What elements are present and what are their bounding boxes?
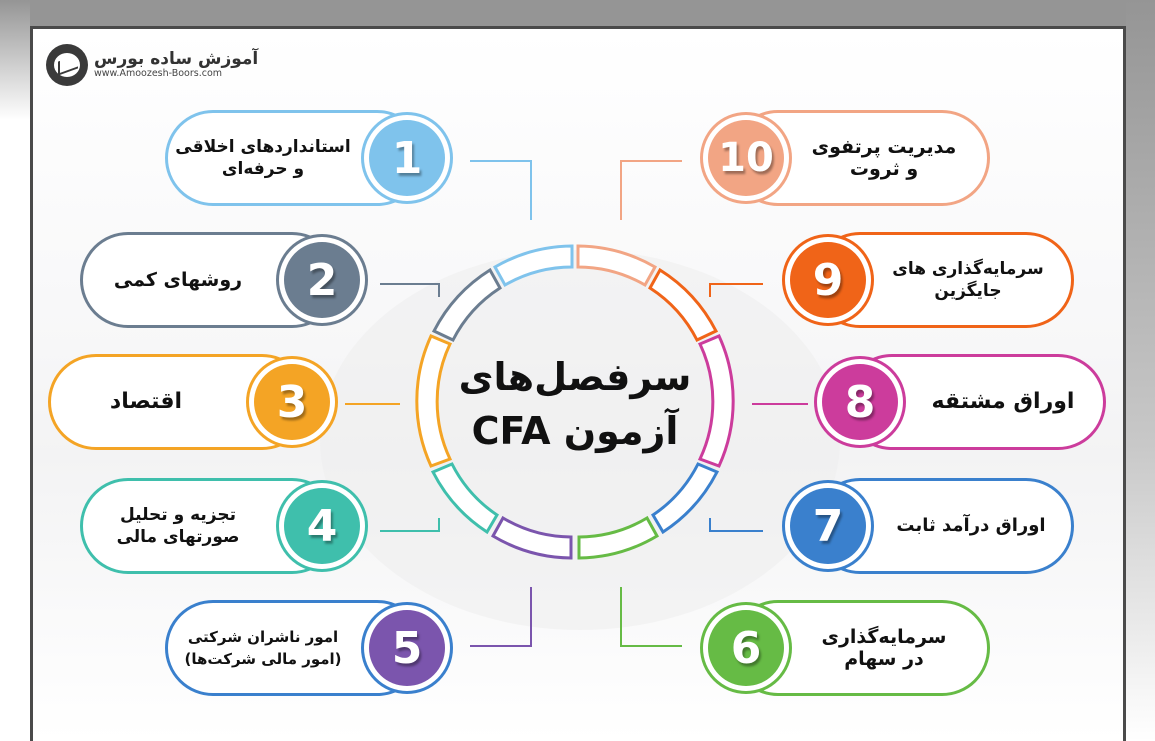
- number-badge-6: 6: [708, 610, 784, 686]
- topic-label-5: امور ناشران شرکتی (امور مالی شرکت‌ها): [184, 628, 342, 668]
- ring-segment-8: [700, 336, 733, 466]
- number-badge-7: 7: [790, 488, 866, 564]
- topic-card-4[interactable]: [80, 478, 370, 574]
- topic-card-1[interactable]: [165, 110, 455, 206]
- brand-logo[interactable]: [46, 44, 258, 86]
- topic-card-8[interactable]: [814, 354, 1106, 450]
- ring-segment-1: [495, 246, 572, 285]
- number-badge-3: 3: [254, 364, 330, 440]
- connector-1: [470, 160, 532, 220]
- outer-frame-right: [1126, 0, 1155, 741]
- number-badge-9: 9: [790, 242, 866, 318]
- number-badge-10: 10: [708, 120, 784, 196]
- connector-5: [470, 587, 532, 647]
- connector-9: [709, 283, 763, 297]
- ring-segment-3: [417, 336, 450, 466]
- topic-label-7: اوراق درآمد ثابت: [896, 515, 1046, 536]
- outer-frame-top: [0, 0, 1155, 26]
- ring-segment-10: [578, 246, 655, 285]
- brand-name: آموزش ساده بورس: [94, 49, 259, 69]
- topic-card-2[interactable]: [80, 232, 370, 328]
- connector-7: [709, 518, 763, 532]
- outer-frame-left: [0, 0, 30, 120]
- number-badge-5: 5: [369, 610, 445, 686]
- diagram-title: [455, 350, 695, 458]
- topic-label-4: تجزیه و تحلیل صورتهای مالی: [116, 505, 240, 547]
- topic-card-6[interactable]: [700, 600, 990, 696]
- topic-card-5[interactable]: [165, 600, 455, 696]
- brand-url: www.Amoozesh-Boors.com: [94, 68, 223, 79]
- topic-label-9: سرمایه‌گذاری های جایگزین: [892, 259, 1044, 301]
- topic-card-7[interactable]: [782, 478, 1074, 574]
- number-badge-1: 1: [369, 120, 445, 196]
- connector-10: [620, 160, 682, 220]
- title-line-2: آزمون CFA: [471, 409, 679, 453]
- number-badge-4: 4: [284, 488, 360, 564]
- connector-8: [752, 403, 808, 405]
- topic-card-3[interactable]: [48, 354, 338, 450]
- ring-segment-5: [493, 518, 571, 558]
- ring-segment-4: [433, 464, 497, 532]
- topic-label-2: روشهای کمی: [113, 269, 243, 291]
- number-badge-8: 8: [822, 364, 898, 440]
- topic-label-1: استانداردهای اخلاقی و حرفه‌ای: [175, 137, 351, 179]
- ring-segment-2: [434, 270, 500, 340]
- topic-label-6: سرمایه‌گذاری در سهام: [821, 626, 947, 670]
- title-line-1: سرفصل‌های: [458, 355, 692, 399]
- topic-card-10[interactable]: [700, 110, 990, 206]
- globe-chart-icon: [46, 44, 88, 86]
- connector-6: [620, 587, 682, 647]
- connector-3: [345, 403, 400, 405]
- ring-segment-6: [579, 518, 657, 558]
- ring-segment-7: [653, 464, 717, 532]
- topic-label-3: اقتصاد: [109, 389, 183, 414]
- ring-segment-9: [650, 270, 716, 340]
- topic-label-8: اوراق مشتقه: [931, 389, 1075, 414]
- number-badge-2: 2: [284, 242, 360, 318]
- connector-4: [380, 518, 440, 532]
- topic-label-10: مدیریت پرتفوی و ثروت: [811, 136, 957, 180]
- topic-card-9[interactable]: [782, 232, 1074, 328]
- connector-2: [380, 283, 440, 297]
